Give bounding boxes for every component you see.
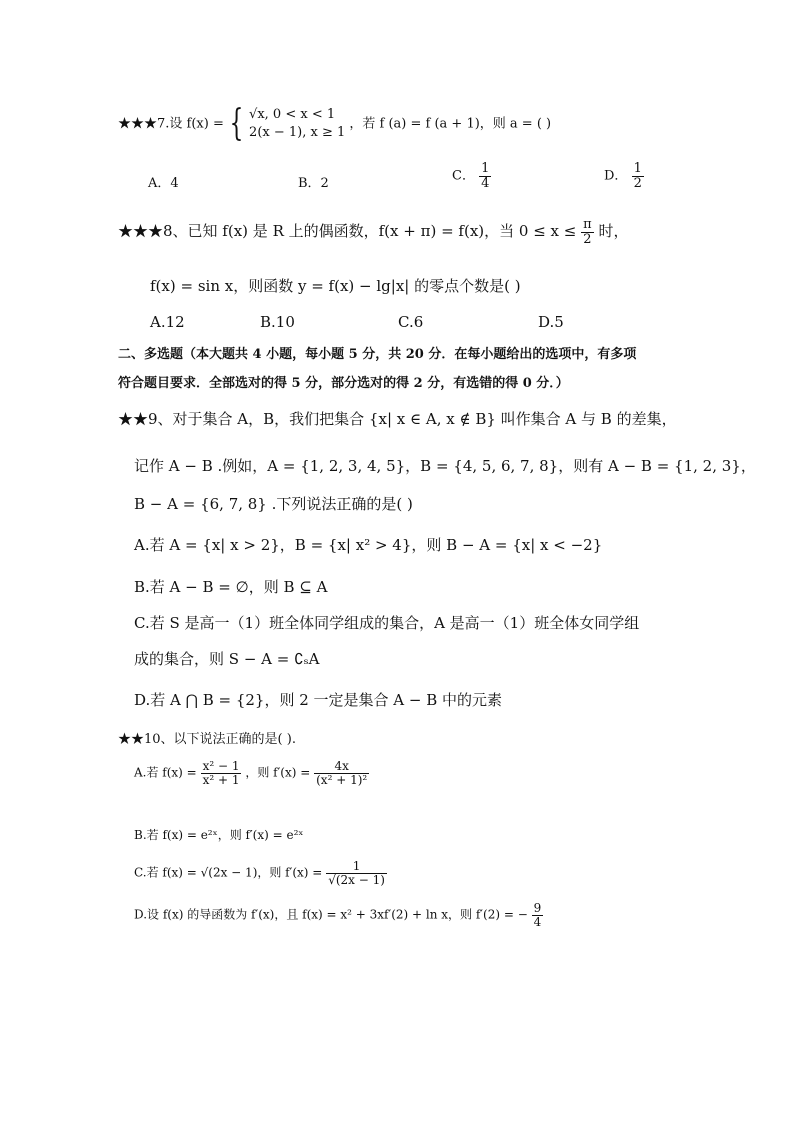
q10-c-prefix: C.若 f(x) = √(2x − 1)，则 f′(x) = bbox=[134, 865, 323, 880]
q8-option-b: B.10 bbox=[260, 313, 295, 331]
question-8-line-1 bbox=[118, 218, 628, 246]
q7-suffix: ，若 f (a) = f (a + 1)，则 a = ( ) bbox=[349, 116, 552, 132]
q10-d-fraction bbox=[532, 902, 544, 928]
q7-option-d-label: D． bbox=[604, 168, 628, 184]
q7-option-d-fraction bbox=[632, 162, 644, 190]
q8-option-c: C.6 bbox=[398, 313, 424, 331]
q7-case-2: 2(x − 1), x ≥ 1 bbox=[249, 125, 346, 140]
q10-option-b: B.若 f(x) = e²ˣ，则 f′(x) = e²ˣ bbox=[134, 828, 304, 842]
q8-option-d: D.5 bbox=[538, 313, 564, 331]
q10-a-mid: ，则 f′(x) = bbox=[245, 765, 311, 780]
q8-pi-fraction bbox=[581, 218, 594, 246]
q10-a-num: x² − 1 bbox=[202, 759, 240, 773]
q10-c-den: √(2x − 1) bbox=[328, 872, 385, 887]
q8-option-a: A.12 bbox=[150, 313, 185, 331]
question-9-line-2: 记作 A − B .例如，A = {1, 2, 3, 4, 5}，B = {4, 5, 6, 7, 8}，则有 A − B = {1, 2, 3}， bbox=[134, 457, 756, 475]
q10-a-result-num: 4x bbox=[314, 760, 369, 774]
q10-option-c bbox=[134, 860, 387, 886]
section-2-header-line-1: 二、多选题（本大题共 4 小题，每小题 5 分，共 20 分．在每小题给出的选项中，有多项 bbox=[118, 347, 637, 362]
q7-case-1: √x, 0 < x < 1 bbox=[249, 107, 336, 123]
q7-fx: f(x) = bbox=[186, 116, 224, 132]
q9-option-d: D.若 A ⋂ B = {2}，则 2 一定是集合 A − B 中的元素 bbox=[134, 691, 503, 709]
q7-prefix: ★★★7.设 bbox=[118, 116, 183, 132]
q7-option-b: B．2 bbox=[298, 176, 329, 191]
question-7-stem bbox=[118, 103, 552, 144]
q8-pi-den: 2 bbox=[583, 231, 592, 247]
q7-option-c-fraction bbox=[479, 162, 491, 190]
q10-a-den: x² + 1 bbox=[202, 772, 240, 787]
q10-d-den: 4 bbox=[533, 914, 542, 929]
question-9-line-3: B − A = {6, 7, 8} .下列说法正确的是( ) bbox=[134, 495, 413, 513]
q7-option-a: A．4 bbox=[148, 176, 179, 191]
q10-a-fraction bbox=[201, 760, 242, 786]
q10-option-a bbox=[134, 760, 369, 786]
q7-option-d-num: 1 bbox=[633, 161, 642, 176]
q7-piecewise bbox=[249, 106, 345, 141]
q7-option-d bbox=[604, 162, 644, 190]
q9-option-c-line-1: C.若 S 是高一（1）班全体同学组成的集合，A 是高一（1）班全体女同学组 bbox=[134, 614, 640, 632]
q10-a-result-fraction bbox=[314, 760, 369, 786]
q7-option-c-den: 4 bbox=[481, 175, 490, 191]
q9-option-c-line-2: 成的集合，则 S − A = ∁ₛA bbox=[134, 650, 320, 668]
question-10-stem: ★★10、以下说法正确的是( ). bbox=[118, 732, 296, 747]
q8-pi-num: π bbox=[583, 217, 592, 232]
q10-c-fraction bbox=[326, 860, 387, 886]
q10-d-num: 9 bbox=[533, 901, 542, 915]
question-9-line-1: ★★9、对于集合 A，B，我们把集合 {x| x ∈ A, x ∉ B} 叫作集合 A 与 B 的差集， bbox=[118, 410, 677, 428]
q10-a-prefix: A.若 f(x) = bbox=[134, 765, 197, 780]
q10-d-prefix: D.设 f(x) 的导函数为 f′(x)，且 f(x) = x² + 3xf′(2) + ln x，则 f′(2) = − bbox=[134, 907, 528, 922]
q8-line1-suffix: 时， bbox=[598, 222, 629, 241]
q10-a-result-den: (x² + 1)² bbox=[316, 772, 368, 787]
q9-option-a: A.若 A = {x| x > 2}，B = {x| x² > 4}，则 B − A = {x| x < −2} bbox=[134, 536, 603, 554]
q7-option-c-num: 1 bbox=[481, 161, 490, 176]
q10-option-d bbox=[134, 902, 543, 928]
question-8-line-2: f(x) = sin x，则函数 y = f(x) − lg|x| 的零点个数是( ) bbox=[150, 277, 521, 295]
section-2-header-line-2: 符合题目要求．全部选对的得 5 分，部分选对的得 2 分，有选错的得 0 分．） bbox=[118, 376, 569, 391]
q9-option-b: B.若 A − B = ∅，则 B ⊆ A bbox=[134, 578, 328, 596]
q7-option-c bbox=[452, 162, 491, 190]
q7-brace: { bbox=[229, 103, 244, 144]
q7-option-c-label: C． bbox=[452, 168, 475, 184]
q10-c-num: 1 bbox=[326, 860, 387, 874]
q7-option-d-den: 2 bbox=[633, 175, 642, 191]
q8-line1-prefix: ★★★8、已知 f(x) 是 R 上的偶函数，f(x + π) = f(x)，当 0 ≤ x ≤ bbox=[118, 222, 577, 241]
